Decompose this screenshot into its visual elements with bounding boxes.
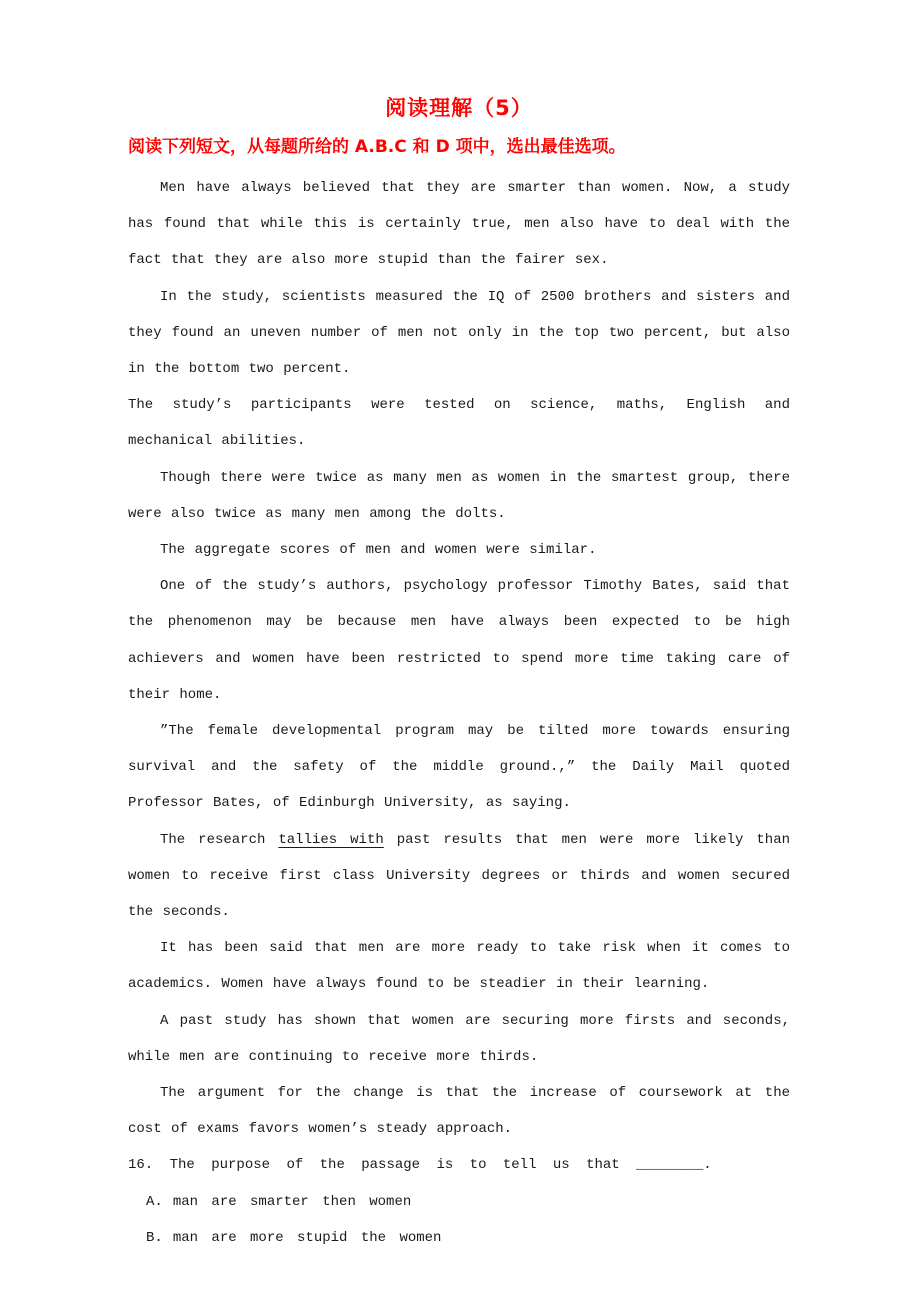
paragraph-4: Though there were twice as many men as women in the smartest group, there were also twice as many men among the dolts. <box>128 469 790 522</box>
option-b <box>128 1220 790 1256</box>
option-b-text: man are more stupid the women <box>172 1229 442 1246</box>
paragraph-7: ”The female developmental program may be tilted more towards ensuring survival and the safety of the middle ground.,” the Daily Mail quoted Professor Bates, of Edinburgh University, as saying. <box>128 723 790 812</box>
option-a-label: A. <box>146 1193 163 1210</box>
instruction-line: 阅读下列短文，从每题所给的 A.B.C 和 D 项中，选出最佳选项。 <box>128 137 626 157</box>
question-stem <box>128 1147 790 1183</box>
question-16 <box>128 1147 790 1256</box>
paragraph-9: It has been said that men are more ready to take risk when it comes to academics. Women have always found to be steadier in their learning. <box>128 940 790 993</box>
page-title: 阅读理解（5） <box>385 96 533 120</box>
option-a <box>128 1184 790 1220</box>
underlined-phrase: tallies with <box>278 831 384 848</box>
paragraph-text: past results that men were more likely than women to receive first class University degrees or thirds and women secured the seconds. <box>128 831 790 921</box>
paragraph-5: The aggregate scores of men and women were similar. <box>160 542 597 559</box>
paragraph-10: A past study has shown that women are securing more firsts and seconds, while men are continuing to receive more thirds. <box>128 1012 790 1065</box>
question-stem-text: The purpose of the passage is to tell us that ________. <box>169 1157 712 1174</box>
paragraph-11: The argument for the change is that the increase of coursework at the cost of exams favors women’s steady approach. <box>128 1085 790 1138</box>
paragraph-6: One of the study’s authors, psychology professor Timothy Bates, said that the phenomenon may be because men have always been expected to be high achievers and women have been restricted to spend more time taking care of their home. <box>128 578 790 703</box>
paragraph-text: The research <box>160 831 279 848</box>
option-b-label: B. <box>146 1229 163 1246</box>
passage <box>128 170 790 1147</box>
paragraph-1: Men have always believed that they are smarter than women. Now, a study has found that while this is certainly true, men also have to deal with the fact that they are also more stupid than the fairer sex. <box>128 180 790 269</box>
paragraph-3: The study’s participants were tested on science, maths, English and mechanical abilities. <box>128 397 790 450</box>
paragraph-8 <box>128 822 790 931</box>
question-number: 16. <box>128 1157 154 1174</box>
option-a-text: man are smarter then women <box>172 1193 412 1210</box>
paragraph-2: In the study, scientists measured the IQ of 2500 brothers and sisters and they found an uneven number of men not only in the top two percent, but also in the bottom two percent. <box>128 288 790 378</box>
